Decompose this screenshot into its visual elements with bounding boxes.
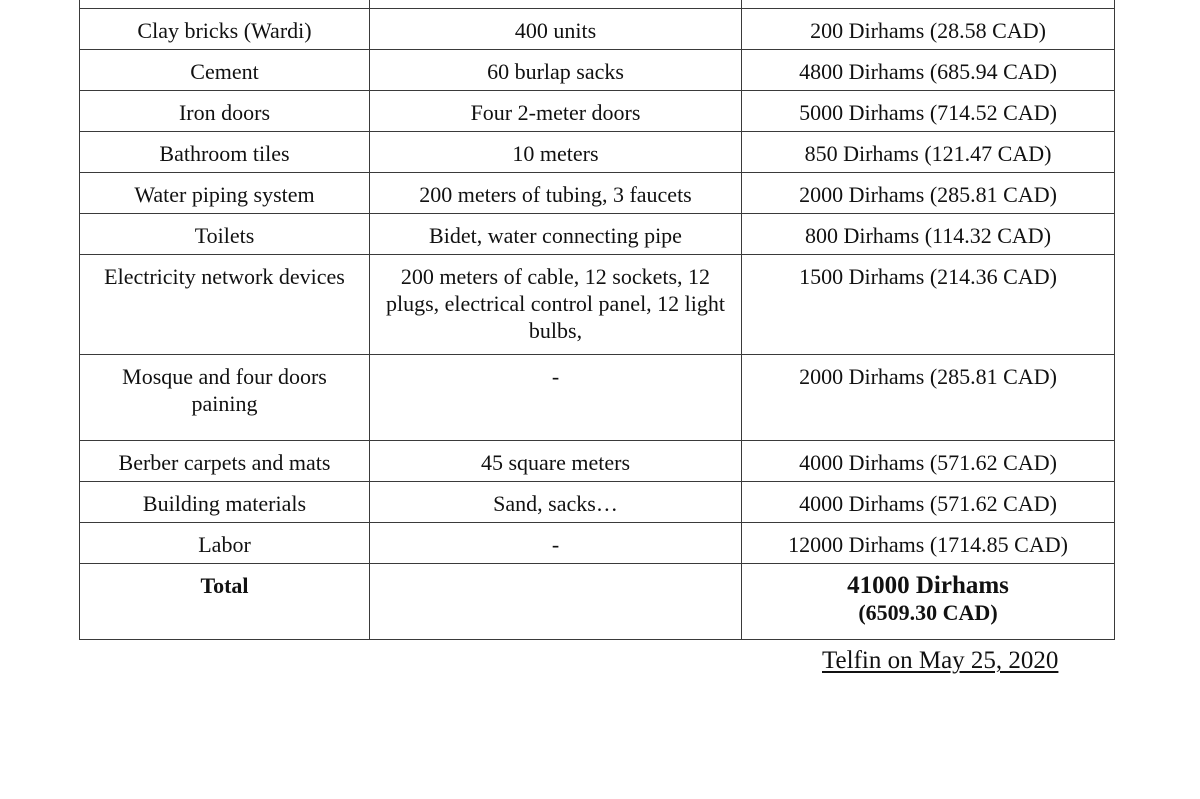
quantity-cell: 60 burlap sacks <box>370 50 742 91</box>
quantity-cell: - <box>370 523 742 564</box>
item-cell <box>80 0 370 9</box>
cost-cell: 5000 Dirhams (714.52 CAD) <box>742 91 1115 132</box>
cost-cell: 2000 Dirhams (285.81 CAD) <box>742 355 1115 441</box>
quantity-cell: - <box>370 355 742 441</box>
table-row <box>80 255 1115 355</box>
cost-cell: 1500 Dirhams (214.36 CAD) <box>742 255 1115 355</box>
item-cell: Berber carpets and mats <box>80 441 370 482</box>
quantity-cell: Bidet, water connecting pipe <box>370 214 742 255</box>
cost-cell: 4800 Dirhams (685.94 CAD) <box>742 50 1115 91</box>
table-row <box>80 173 1115 214</box>
item-cell: Mosque and four doors paining <box>80 355 370 441</box>
total-cad: (6509.30 CAD) <box>858 600 998 625</box>
table-row <box>80 0 1115 9</box>
total-label: Total <box>80 564 370 640</box>
item-cell: Bathroom tiles <box>80 132 370 173</box>
table-row <box>80 50 1115 91</box>
quantity-cell: 45 square meters <box>370 441 742 482</box>
table-row <box>80 523 1115 564</box>
item-cell: Labor <box>80 523 370 564</box>
quantity-cell: Four 2-meter doors <box>370 91 742 132</box>
total-quantity-cell <box>370 564 742 640</box>
cost-cell: 4000 Dirhams (571.62 CAD) <box>742 482 1115 523</box>
cost-cell: 200 Dirhams (28.58 CAD) <box>742 9 1115 50</box>
table-row <box>80 355 1115 441</box>
cost-cell: 12000 Dirhams (1714.85 CAD) <box>742 523 1115 564</box>
cost-cell <box>742 0 1115 9</box>
total-row <box>80 564 1115 640</box>
item-cell: Toilets <box>80 214 370 255</box>
quantity-cell: 10 meters <box>370 132 742 173</box>
cost-cell: 800 Dirhams (114.32 CAD) <box>742 214 1115 255</box>
quantity-cell: 400 units <box>370 9 742 50</box>
item-cell: Clay bricks (Wardi) <box>80 9 370 50</box>
item-cell: Building materials <box>80 482 370 523</box>
quantity-cell <box>370 0 742 9</box>
item-cell: Iron doors <box>80 91 370 132</box>
table-row <box>80 482 1115 523</box>
table-row <box>80 9 1115 50</box>
item-cell: Cement <box>80 50 370 91</box>
quantity-cell: Sand, sacks… <box>370 482 742 523</box>
item-cell: Water piping system <box>80 173 370 214</box>
cost-cell: 2000 Dirhams (285.81 CAD) <box>742 173 1115 214</box>
item-cell: Electricity network devices <box>80 255 370 355</box>
quantity-cell: 200 meters of cable, 12 sockets, 12 plugs, electrical control panel, 12 light bulbs, <box>370 255 742 355</box>
table-row <box>80 132 1115 173</box>
cost-cell: 4000 Dirhams (571.62 CAD) <box>742 441 1115 482</box>
quantity-cell: 200 meters of tubing, 3 faucets <box>370 173 742 214</box>
total-amount: 41000 Dirhams <box>847 572 1009 599</box>
cost-cell: 850 Dirhams (121.47 CAD) <box>742 132 1115 173</box>
budget-table <box>79 0 1115 640</box>
total-cost-cell <box>742 564 1115 640</box>
table-row <box>80 91 1115 132</box>
table-row <box>80 214 1115 255</box>
signature-line: Telfin on May 25, 2020 <box>822 647 1059 674</box>
table-row <box>80 441 1115 482</box>
